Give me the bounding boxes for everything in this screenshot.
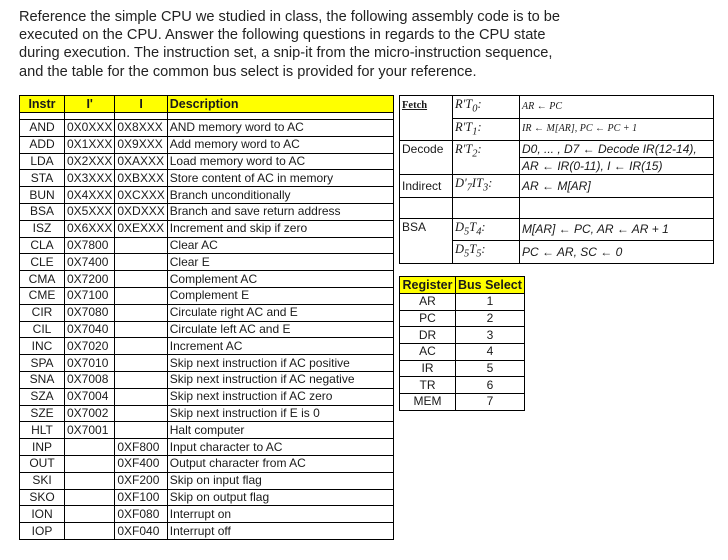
instr-row	[20, 220, 394, 237]
bus-register: AR	[400, 294, 456, 311]
instr-description: Output character from AC	[167, 455, 393, 472]
intro-text	[19, 8, 619, 81]
instr-row	[20, 338, 394, 355]
instr-description: Halt computer	[167, 422, 393, 439]
instr-direct-code: 0X7100	[65, 287, 115, 304]
instr-row	[20, 371, 394, 388]
instr-indirect-code	[115, 355, 167, 372]
instr-indirect-code: 0XF080	[115, 506, 167, 523]
instr-description: Branch and save return address	[167, 203, 393, 220]
instr-indirect-code: 0XF200	[115, 472, 167, 489]
instr-indirect-code	[115, 304, 167, 321]
instr-indirect-code: 0XAXXX	[115, 153, 167, 170]
fetch-rt-1: $R'T_1$:	[455, 119, 482, 137]
instr-row	[20, 120, 394, 137]
instr-indirect-code	[115, 254, 167, 271]
bus-select-value: 7	[456, 394, 525, 411]
header-instr: Instr	[20, 96, 65, 113]
instr-indirect-code: 0XEXXX	[115, 220, 167, 237]
instruction-set-table	[19, 95, 394, 540]
instr-row	[20, 523, 394, 540]
instr-row	[20, 136, 394, 153]
instr-row	[20, 237, 394, 254]
instr-mnemonic: SKI	[20, 472, 65, 489]
instr-direct-code	[65, 455, 115, 472]
instr-description: Skip next instruction if AC positive	[167, 355, 393, 372]
instr-row	[20, 304, 394, 321]
bus-row	[400, 310, 525, 327]
intro-line: Reference the simple CPU we studied in class, the following assembly code is to be	[19, 9, 561, 25]
instr-description: Interrupt on	[167, 506, 393, 523]
instr-direct-code: 0X5XXX	[65, 203, 115, 220]
instr-mnemonic: CME	[20, 287, 65, 304]
instr-mnemonic: SZE	[20, 405, 65, 422]
instr-description: Complement E	[167, 287, 393, 304]
fetch-row-0	[400, 96, 714, 119]
instr-description: Clear AC	[167, 237, 393, 254]
instr-direct-code: 0X3XXX	[65, 170, 115, 187]
header-i: I	[115, 96, 167, 113]
instr-description: Store content of AC in memory	[167, 170, 393, 187]
instr-description: Skip next instruction if AC zero	[167, 388, 393, 405]
bus-row	[400, 327, 525, 344]
instr-indirect-code: 0XF040	[115, 523, 167, 540]
instr-row	[20, 287, 394, 304]
instr-description: Skip on input flag	[167, 472, 393, 489]
bsa-row-0	[400, 218, 714, 241]
instr-direct-code	[65, 506, 115, 523]
indirect-label: Indirect	[400, 175, 453, 198]
instr-indirect-code: 0XF100	[115, 489, 167, 506]
bus-register: AC	[400, 344, 456, 361]
instr-row	[20, 506, 394, 523]
instr-row	[20, 153, 394, 170]
bsa-rt-0: $D_5T_4$:	[455, 219, 486, 237]
bus-select-table	[399, 276, 525, 411]
instr-indirect-code	[115, 388, 167, 405]
decode-label: Decode	[400, 141, 453, 175]
instr-description: Increment and skip if zero	[167, 220, 393, 237]
instr-row	[20, 489, 394, 506]
instr-indirect-code: 0XDXXX	[115, 203, 167, 220]
bus-register: PC	[400, 310, 456, 327]
bus-row	[400, 294, 525, 311]
instr-direct-code: 0X7002	[65, 405, 115, 422]
header-register: Register	[400, 277, 456, 294]
instr-row	[20, 203, 394, 220]
instr-direct-code: 0X4XXX	[65, 187, 115, 204]
instr-mnemonic: STA	[20, 170, 65, 187]
instr-direct-code	[65, 439, 115, 456]
instr-mnemonic: ISZ	[20, 220, 65, 237]
instr-mnemonic: CIR	[20, 304, 65, 321]
instr-row	[20, 405, 394, 422]
instr-direct-code	[65, 472, 115, 489]
instr-description: Clear E	[167, 254, 393, 271]
instr-description: Load memory word to AC	[167, 153, 393, 170]
instr-row	[20, 271, 394, 288]
bsa-op-1: PC ← AR, SC ← 0	[520, 241, 714, 264]
instr-indirect-code: 0XF400	[115, 455, 167, 472]
instr-description: Add memory word to AC	[167, 136, 393, 153]
instr-row	[20, 170, 394, 187]
fetch-label: Fetch	[402, 100, 428, 111]
bus-select-value: 4	[456, 344, 525, 361]
instr-description: Circulate left AC and E	[167, 321, 393, 338]
indirect-rt: $D'_7IT_3$:	[455, 176, 493, 194]
instr-row	[20, 422, 394, 439]
instr-direct-code	[65, 489, 115, 506]
bus-row	[400, 344, 525, 361]
instr-mnemonic: ADD	[20, 136, 65, 153]
instr-description: Increment AC	[167, 338, 393, 355]
header-bus-select: Bus Select	[456, 277, 525, 294]
instr-row	[20, 187, 394, 204]
bsa-label: BSA	[400, 218, 453, 263]
micro-instruction-table	[399, 95, 714, 264]
instr-indirect-code	[115, 422, 167, 439]
instr-direct-code: 0X7400	[65, 254, 115, 271]
instr-direct-code	[65, 523, 115, 540]
fetch-rt-0: $R'T_0$:	[455, 97, 482, 115]
instr-mnemonic: INC	[20, 338, 65, 355]
instr-direct-code: 0X7004	[65, 388, 115, 405]
instr-direct-code: 0X2XXX	[65, 153, 115, 170]
instr-description: Skip next instruction if E is 0	[167, 405, 393, 422]
instr-direct-code: 0X7080	[65, 304, 115, 321]
instr-description: Circulate right AC and E	[167, 304, 393, 321]
fetch-op-0: AR ← PC	[520, 96, 714, 119]
instr-direct-code: 0X7040	[65, 321, 115, 338]
instr-indirect-code	[115, 338, 167, 355]
decode-op-1: AR ← IR(0-11), I ← IR(15)	[520, 158, 714, 175]
instr-description: Skip next instruction if AC negative	[167, 371, 393, 388]
bus-row	[400, 394, 525, 411]
bus-register: DR	[400, 327, 456, 344]
instr-row	[20, 455, 394, 472]
bus-select-value: 6	[456, 377, 525, 394]
instr-mnemonic: OUT	[20, 455, 65, 472]
bsa-op-0: M[AR] ← PC, AR ← AR + 1	[520, 218, 714, 241]
instr-indirect-code: 0XF800	[115, 439, 167, 456]
instr-indirect-code	[115, 371, 167, 388]
instr-indirect-code: 0XCXXX	[115, 187, 167, 204]
instr-direct-code: 0X6XXX	[65, 220, 115, 237]
instr-indirect-code	[115, 271, 167, 288]
instr-row	[20, 355, 394, 372]
instr-direct-code: 0X7010	[65, 355, 115, 372]
bus-body	[400, 294, 525, 411]
instr-indirect-code	[115, 405, 167, 422]
instr-body	[20, 120, 394, 540]
intro-line: executed on the CPU. Answer the following questions in regards to the CPU state	[19, 27, 546, 44]
instr-direct-code: 0X0XXX	[65, 120, 115, 137]
instr-description: Input character to AC	[167, 439, 393, 456]
instr-description: Skip on output flag	[167, 489, 393, 506]
instr-mnemonic: HLT	[20, 422, 65, 439]
instr-mnemonic: SKO	[20, 489, 65, 506]
instr-direct-code: 0X7800	[65, 237, 115, 254]
instr-row	[20, 254, 394, 271]
instr-description: AND memory word to AC	[167, 120, 393, 137]
instr-mnemonic: CLA	[20, 237, 65, 254]
header-description: Description	[167, 96, 393, 113]
header-gap-row	[20, 113, 394, 120]
indirect-op: AR ← M[AR]	[520, 175, 714, 198]
instr-mnemonic: ION	[20, 506, 65, 523]
instr-mnemonic: CMA	[20, 271, 65, 288]
decode-row-0	[400, 141, 714, 158]
instr-indirect-code	[115, 237, 167, 254]
bus-header-row	[400, 277, 525, 294]
instr-description: Interrupt off	[167, 523, 393, 540]
bus-select-value: 5	[456, 360, 525, 377]
bus-select-value: 3	[456, 327, 525, 344]
instr-row	[20, 439, 394, 456]
fetch-op-1: IR ← M[AR], PC ← PC + 1	[520, 118, 714, 141]
instr-mnemonic: LDA	[20, 153, 65, 170]
decode-rt: $R'T_2$:	[455, 142, 482, 160]
intro-line: and the table for the common bus select is provided for your reference.	[19, 63, 477, 80]
bus-register: TR	[400, 377, 456, 394]
instr-mnemonic: IOP	[20, 523, 65, 540]
instr-description: Complement AC	[167, 271, 393, 288]
instr-direct-code: 0X7001	[65, 422, 115, 439]
header-i-prime: I'	[65, 96, 115, 113]
instr-mnemonic: SPA	[20, 355, 65, 372]
instr-mnemonic: SZA	[20, 388, 65, 405]
instr-header-row	[20, 96, 394, 113]
instr-indirect-code	[115, 287, 167, 304]
bus-row	[400, 360, 525, 377]
instr-row	[20, 388, 394, 405]
instr-row	[20, 472, 394, 489]
instr-row	[20, 321, 394, 338]
decode-op-0: D0, ... , D7 ← Decode IR(12-14),	[520, 141, 714, 158]
instr-direct-code: 0X7008	[65, 371, 115, 388]
instr-direct-code: 0X1XXX	[65, 136, 115, 153]
bus-select-value: 1	[456, 294, 525, 311]
blank-row	[400, 197, 714, 218]
bus-row	[400, 377, 525, 394]
instr-indirect-code	[115, 321, 167, 338]
indirect-row	[400, 175, 714, 198]
instr-mnemonic: SNA	[20, 371, 65, 388]
instr-direct-code: 0X7200	[65, 271, 115, 288]
instr-indirect-code: 0X9XXX	[115, 136, 167, 153]
instr-indirect-code: 0X8XXX	[115, 120, 167, 137]
instr-description: Branch unconditionally	[167, 187, 393, 204]
instr-mnemonic: BSA	[20, 203, 65, 220]
bus-register: MEM	[400, 394, 456, 411]
instr-mnemonic: BUN	[20, 187, 65, 204]
bus-register: IR	[400, 360, 456, 377]
instr-mnemonic: CLE	[20, 254, 65, 271]
instr-indirect-code: 0XBXXX	[115, 170, 167, 187]
instr-direct-code: 0X7020	[65, 338, 115, 355]
instr-mnemonic: INP	[20, 439, 65, 456]
bus-select-value: 2	[456, 310, 525, 327]
bsa-rt-1: $D_5T_5$:	[455, 242, 486, 260]
instr-mnemonic: AND	[20, 120, 65, 137]
intro-line: during execution. The instruction set, a snip-it from the micro-instruction sequence,	[19, 45, 553, 62]
instr-mnemonic: CIL	[20, 321, 65, 338]
